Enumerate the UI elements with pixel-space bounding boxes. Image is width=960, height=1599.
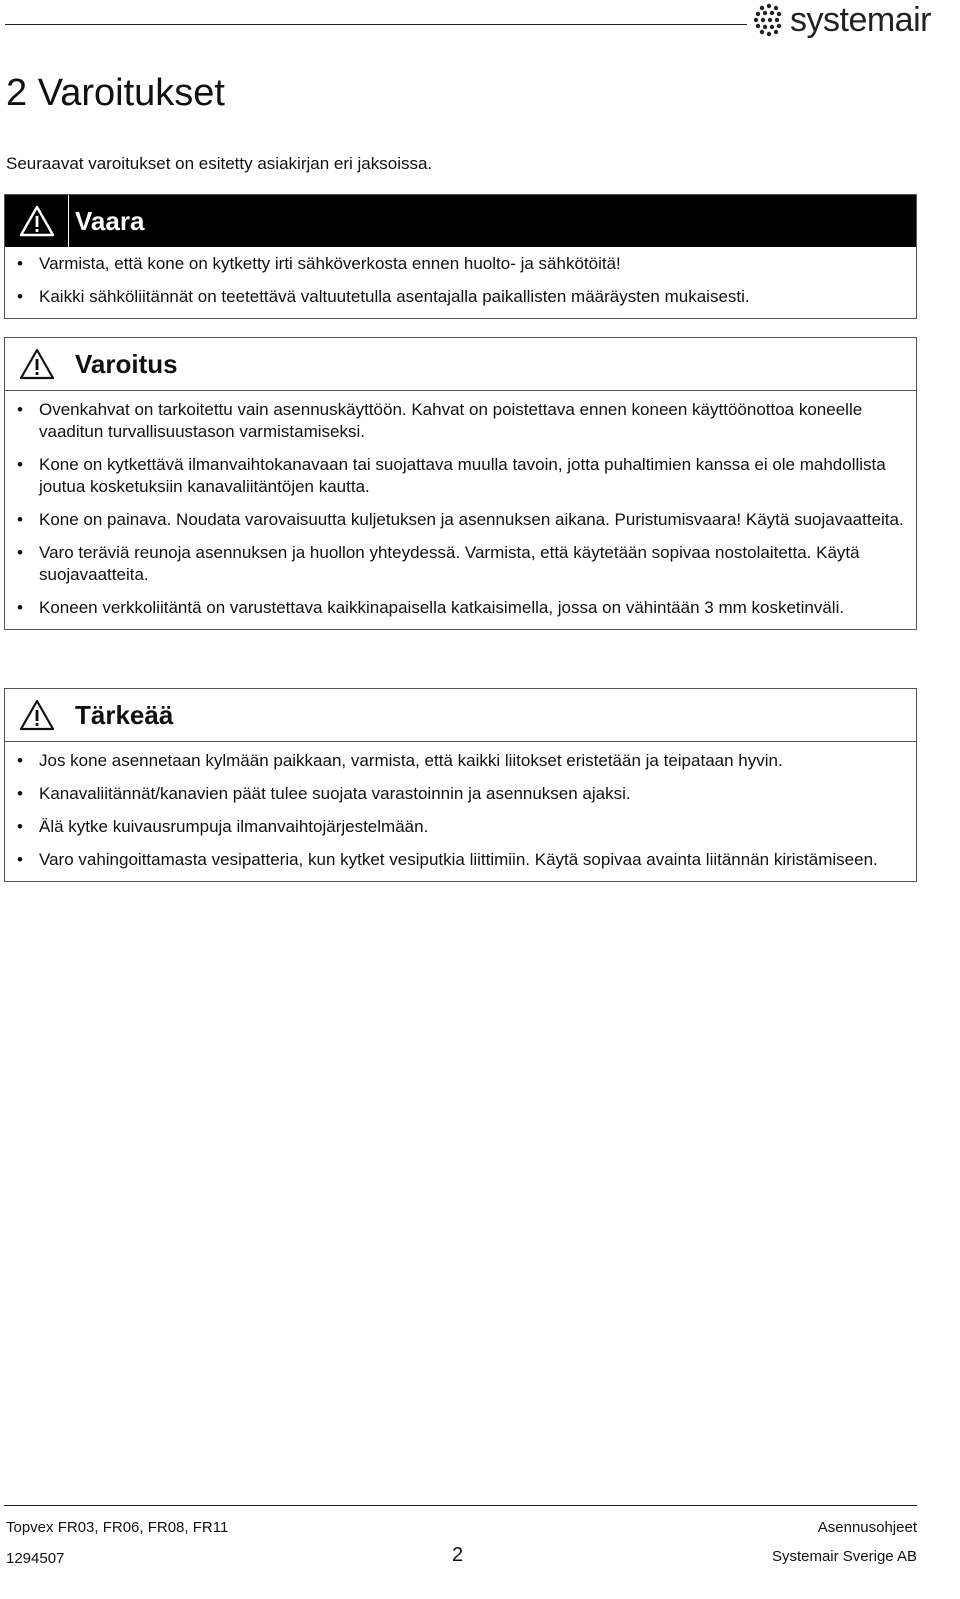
page-number: 2 [452, 1544, 464, 1566]
important-header [5, 689, 916, 742]
list-item: • Varmista, että kone on kytketty irti sähköverkosta ennen huolto- ja sähkötöitä! [5, 253, 908, 275]
warning-title: Varoitus [75, 348, 178, 379]
list-item: • Kone on painava. Noudata varovaisuutta kuljetuksen ja asennuksen aikana. Puristumisvaara! Käytä suojavaatteita. [5, 509, 908, 531]
logo-text: systemair [790, 1, 931, 39]
footer-rule [4, 1505, 917, 1506]
footer-doc-number: 1294507 [6, 1550, 65, 1567]
important-box [4, 688, 917, 882]
logo-dots-icon [754, 2, 784, 38]
danger-title: Vaara [75, 205, 145, 236]
important-title: Tärkeää [75, 699, 174, 730]
important-list [5, 742, 916, 881]
footer-doc-type: Asennusohjeet [817, 1519, 917, 1536]
list-item: • Varo vahingoittamasta vesipatteria, kun kytket vesiputkia liittimiin. Käytä sopivaa avainta liitännän kiristämiseen. [5, 849, 908, 871]
footer-product: Topvex FR03, FR06, FR08, FR11 [6, 1519, 229, 1536]
list-item: • Kanavaliitännät/kanavien päät tulee suojata varastoinnin ja asennuksen ajaksi. [5, 783, 908, 805]
list-item: • Ovenkahvat on tarkoitettu vain asennuskäyttöön. Kahvat on poistettava ennen koneen käyttöönottoa koneelle vaaditun turvallisuustason varmistamiseksi. [5, 399, 908, 443]
list-item: • Kaikki sähköliitännät on teetettävä valtuutetulla asentajalla paikallisten määräysten mukaisesti. [5, 286, 908, 308]
warning-header [5, 338, 916, 391]
list-item: • Kone on kytkettävä ilmanvaihtokanavaan tai suojattava muulla tavoin, jotta puhaltimien kanssa ei ole mahdollista joutua kosketuksiin kanavaliitäntöjen kautta. [5, 454, 908, 498]
systemair-logo [754, 0, 931, 40]
list-item: • Jos kone asennetaan kylmään paikkaan, varmista, että kaikki liitokset eristetään ja teipataan hyvin. [5, 750, 908, 772]
list-item: • Älä kytke kuivausrumpuja ilmanvaihtojärjestelmään. [5, 816, 908, 838]
warning-triangle-icon [5, 689, 69, 741]
warning-box [4, 337, 917, 630]
warning-triangle-icon [5, 195, 69, 247]
warning-triangle-icon [5, 338, 69, 390]
danger-list [5, 247, 916, 318]
warning-list [5, 391, 916, 629]
page-title: 2 Varoitukset [6, 72, 225, 114]
danger-box [4, 194, 917, 319]
list-item: • Koneen verkkoliitäntä on varustettava kaikkinapaisella katkaisimella, jossa on vähintään 3 mm kosketinväli. [5, 597, 908, 619]
danger-header [5, 195, 916, 247]
header-rule [5, 24, 747, 25]
list-item: • Varo teräviä reunoja asennuksen ja huollon yhteydessä. Varmista, että käytetään sopivaa nostolaitetta. Käytä suojavaatteita. [5, 542, 908, 586]
footer-company: Systemair Sverige AB [771, 1548, 917, 1565]
intro-text: Seuraavat varoitukset on esitetty asiakirjan eri jaksoissa. [6, 154, 433, 173]
